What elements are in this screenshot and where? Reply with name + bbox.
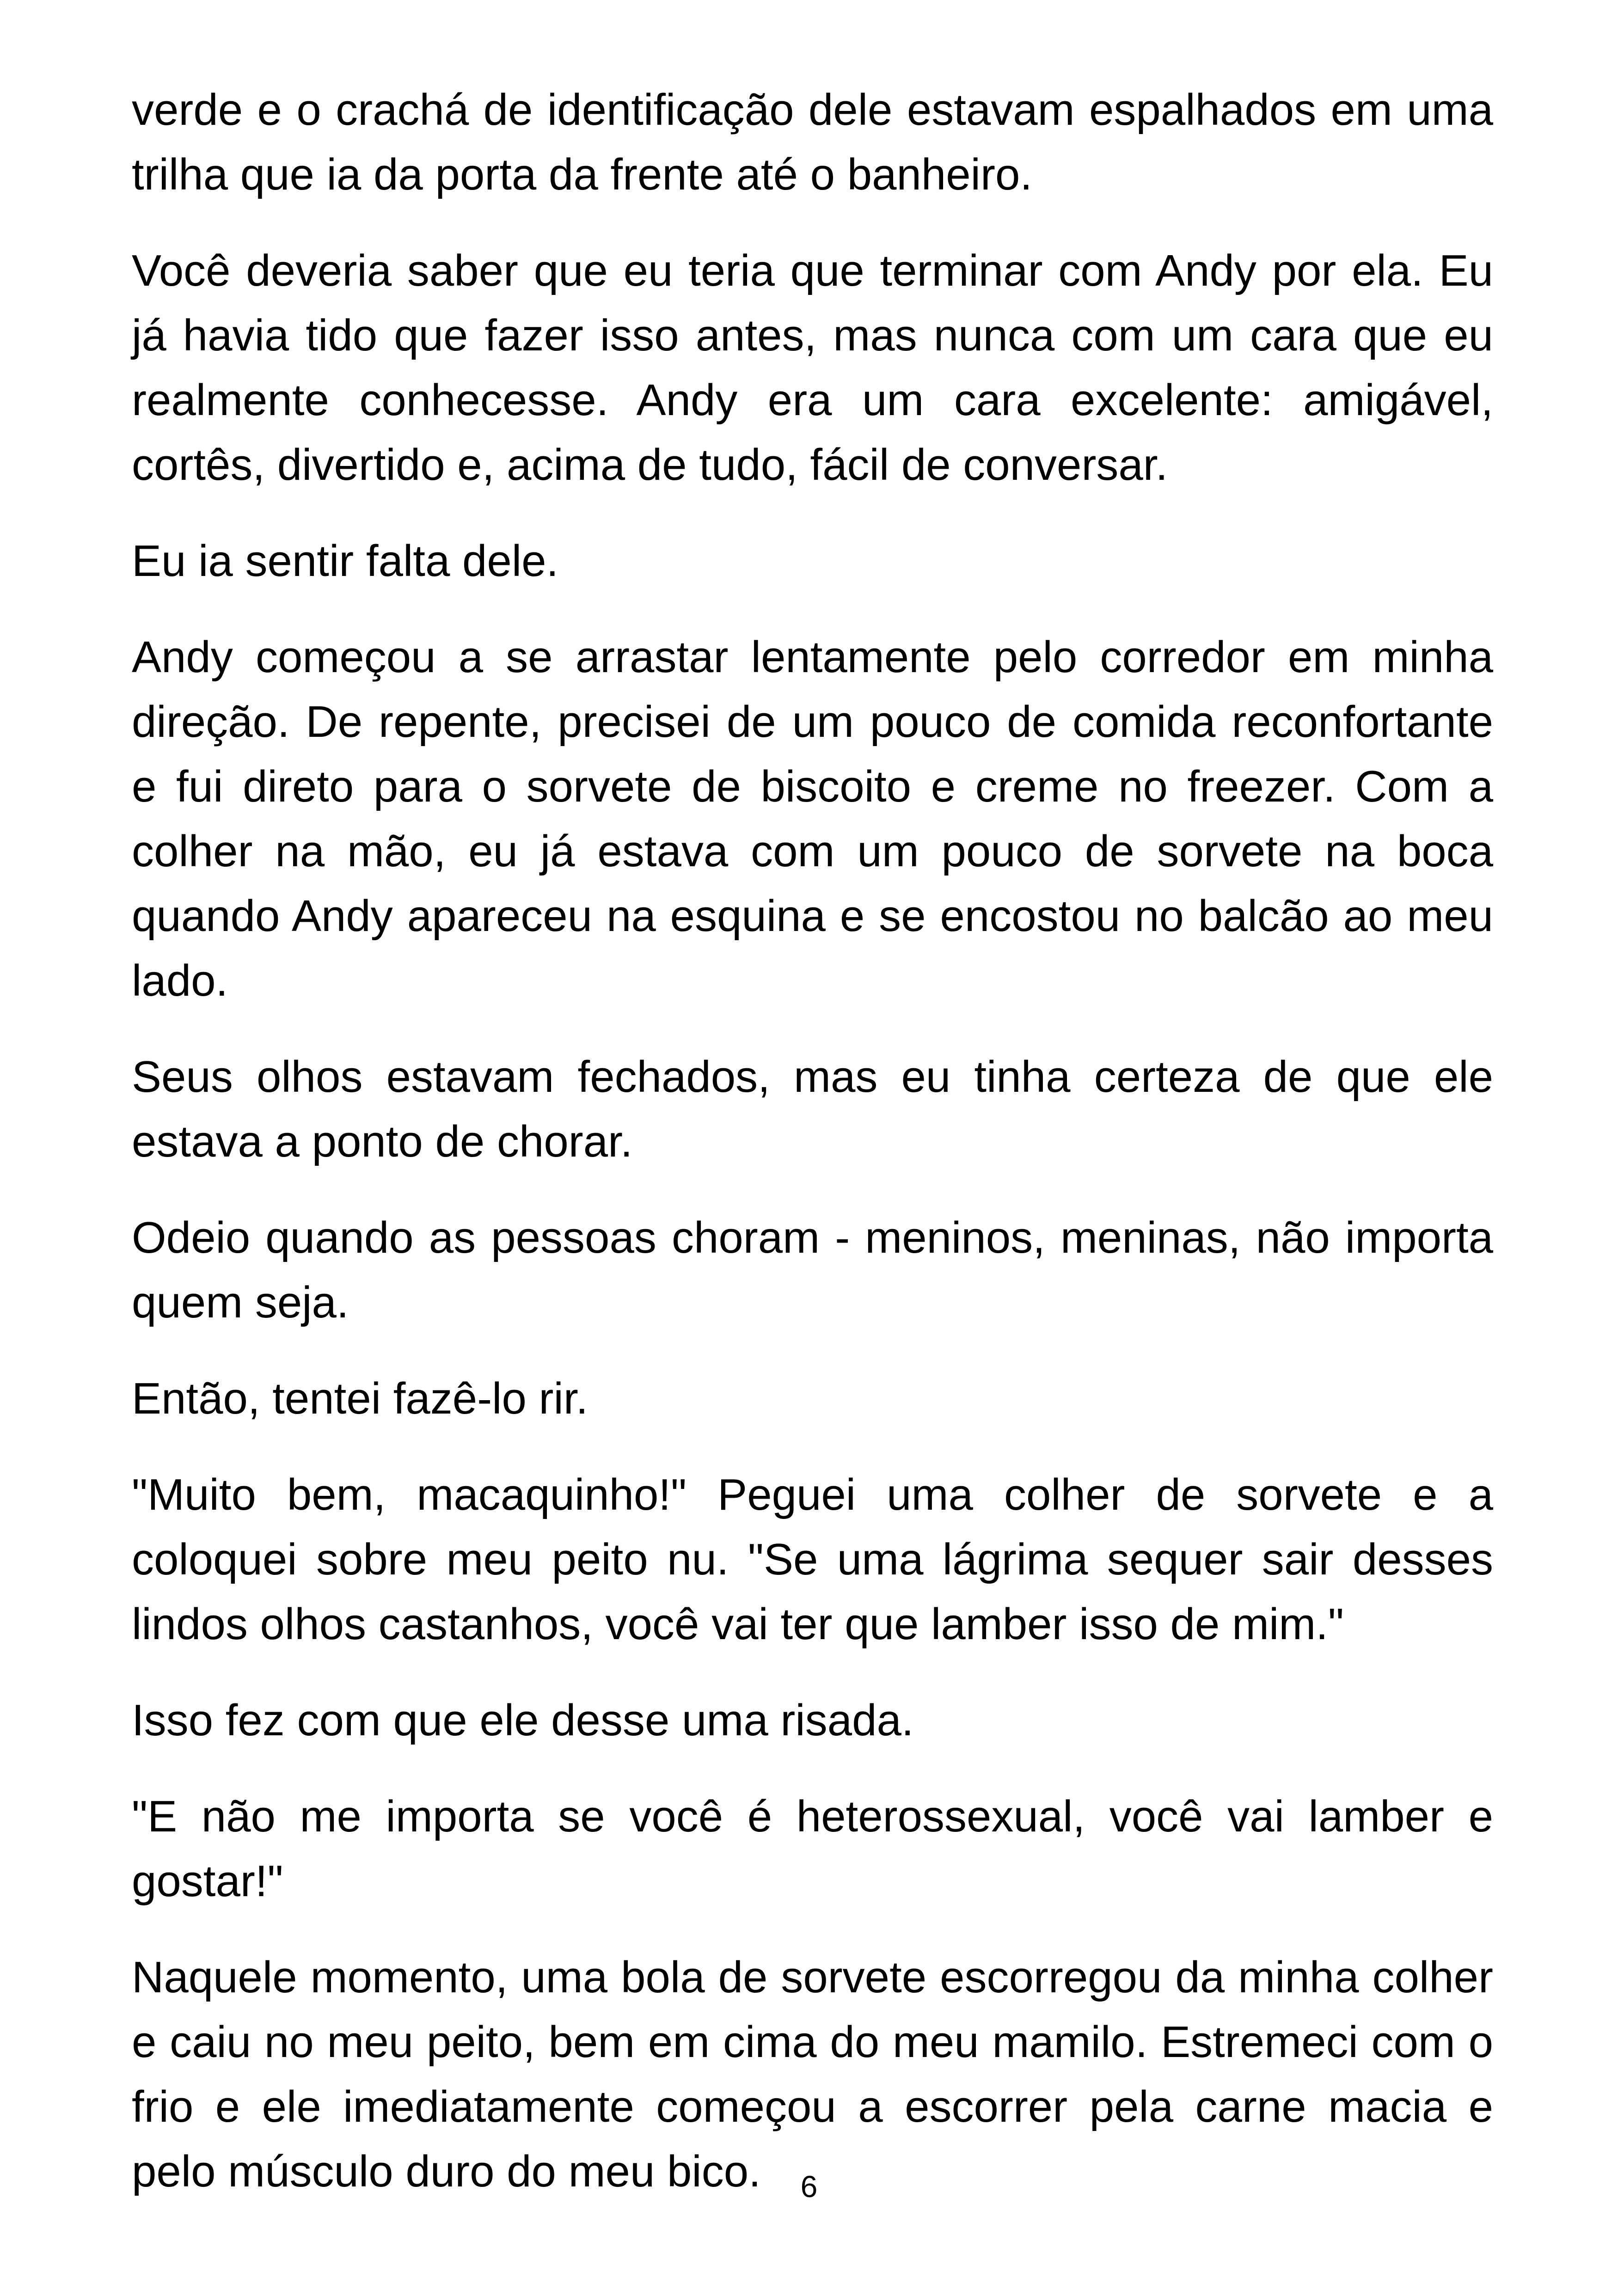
paragraph: Andy começou a se arrastar lentamente pelo corredor em minha direção. De repente, precisei de um pouco de comida reconfortante e fui direto para o sorvete de biscoito e creme no freezer. Com a colher na mão, eu já estava com um pouco de sorvete na boca quando Andy apareceu na esquina e se encostou no balcão ao meu lado. (132, 632, 1493, 1005)
body-text (132, 78, 1493, 2235)
paragraph: Isso fez com que ele desse uma risada. (132, 1696, 914, 1745)
paragraph: Eu ia sentir falta dele. (132, 536, 559, 586)
paragraph: Odeio quando as pessoas choram - meninos, meninas, não importa quem seja. (132, 1213, 1493, 1327)
paragraph: verde e o crachá de identificação dele estavam espalhados em uma trilha que ia da porta da frente até o banheiro. (132, 85, 1493, 199)
page-number: 6 (800, 2169, 818, 2204)
paragraph: "Muito bem, macaquinho!" Peguei uma colher de sorvete e a coloquei sobre meu peito nu. "Se uma lágrima sequer sair desses lindos olhos castanhos, você vai ter que lamber isso de mim." (132, 1470, 1493, 1649)
paragraph: Então, tentei fazê-lo rir. (132, 1374, 588, 1423)
paragraph: Você deveria saber que eu teria que terminar com Andy por ela. Eu já havia tido que fazer isso antes, mas nunca com um cara que eu realmente conhecesse. Andy era um cara excelente: amigável, cortês, divertido e, acima de tudo, fácil de conversar. (132, 246, 1493, 490)
paragraph: Naquele momento, uma bola de sorvete escorregou da minha colher e caiu no meu peito, bem em cima do meu mamilo. Estremeci com o frio e ele imediatamente começou a escorrer pela carne macia e pelo músculo duro do meu bico. (132, 1953, 1493, 2196)
paragraph: "E não me importa se você é heterossexual, você vai lamber e gostar!" (132, 1792, 1493, 1906)
paragraph: Seus olhos estavam fechados, mas eu tinha certeza de que ele estava a ponto de chorar. (132, 1052, 1493, 1166)
